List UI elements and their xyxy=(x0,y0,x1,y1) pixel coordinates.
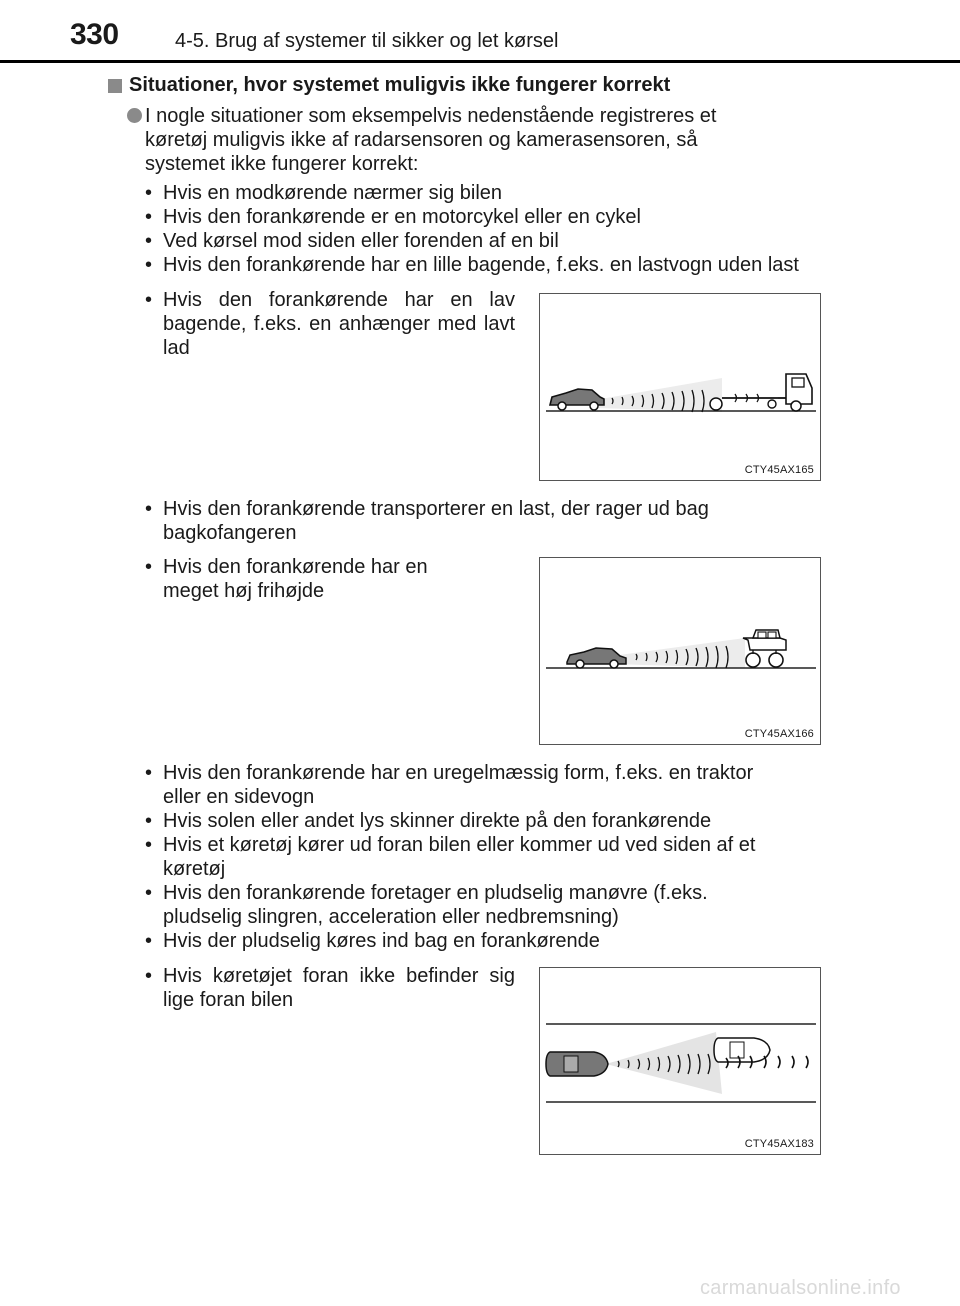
list-item: • Hvis den forankørende transporterer en last, der rager ud bag bagkofangeren xyxy=(145,497,785,545)
watermark: carmanualsonline.info xyxy=(700,1277,901,1299)
list-item: • Hvis den forankørende har en lille bagende, f.eks. en lastvogn uden last xyxy=(145,253,845,277)
situation-trailer xyxy=(145,288,515,360)
low-trailer-illustration xyxy=(540,294,822,482)
situation-load xyxy=(145,497,785,545)
figure-offset-vehicle xyxy=(539,967,821,1155)
square-bullet-icon xyxy=(108,79,122,93)
list-item: • Hvis den forankørende har en uregelmæssig form, f.eks. en traktor eller en sidevogn xyxy=(145,761,785,809)
list-item: • Hvis solen eller andet lys skinner direkte på den forankørende xyxy=(145,809,785,833)
high-clearance-illustration xyxy=(540,558,822,746)
list-item: • Hvis køretøjet foran ikke befinder sig lige foran bilen xyxy=(145,964,515,1012)
situation-clearance xyxy=(145,555,435,603)
offset-vehicle-illustration xyxy=(540,968,822,1156)
round-bullet-icon xyxy=(127,108,142,123)
list-item: • Hvis en modkørende nærmer sig bilen xyxy=(145,181,845,205)
list-item: • Hvis der pludselig køres ind bag en forankørende xyxy=(145,929,785,953)
intro-text: I nogle situationer som eksempelvis nedenstående registreres et køretøj muligvis ikke af radarsensoren og kamerasensoren, så systemet ikke fungerer korrekt: xyxy=(145,105,717,175)
situation-list-2 xyxy=(145,761,785,953)
figure-code: CTY45AX166 xyxy=(744,728,814,740)
section-heading xyxy=(108,74,670,97)
intro-paragraph xyxy=(128,104,748,176)
list-item: • Hvis den forankørende foretager en pludselig manøvre (f.eks. pludselig slingren, acceleration eller nedbremsning) xyxy=(145,881,785,929)
list-item: • Hvis et køretøj kører ud foran bilen eller kommer ud ved siden af et køretøj xyxy=(145,833,785,881)
list-item: • Hvis den forankørende er en motorcykel eller en cykel xyxy=(145,205,845,229)
figure-low-trailer xyxy=(539,293,821,481)
section-heading-text: Situationer, hvor systemet muligvis ikke fungerer korrekt xyxy=(129,74,671,96)
figure-code: CTY45AX165 xyxy=(744,464,814,476)
page-number: 330 xyxy=(70,18,119,51)
chapter-title: 4-5. Brug af systemer til sikker og let kørsel xyxy=(175,30,559,52)
list-item: • Ved kørsel mod siden eller forenden af en bil xyxy=(145,229,845,253)
situation-offset xyxy=(145,964,515,1012)
list-item: • Hvis den forankørende har en lav bagende, f.eks. en anhænger med lavt lad xyxy=(145,288,515,360)
list-item: • Hvis den forankørende har en meget høj frihøjde xyxy=(145,555,435,603)
header-rule xyxy=(0,60,960,63)
situation-list-1 xyxy=(145,181,845,277)
figure-high-clearance xyxy=(539,557,821,745)
figure-code: CTY45AX183 xyxy=(744,1138,814,1150)
